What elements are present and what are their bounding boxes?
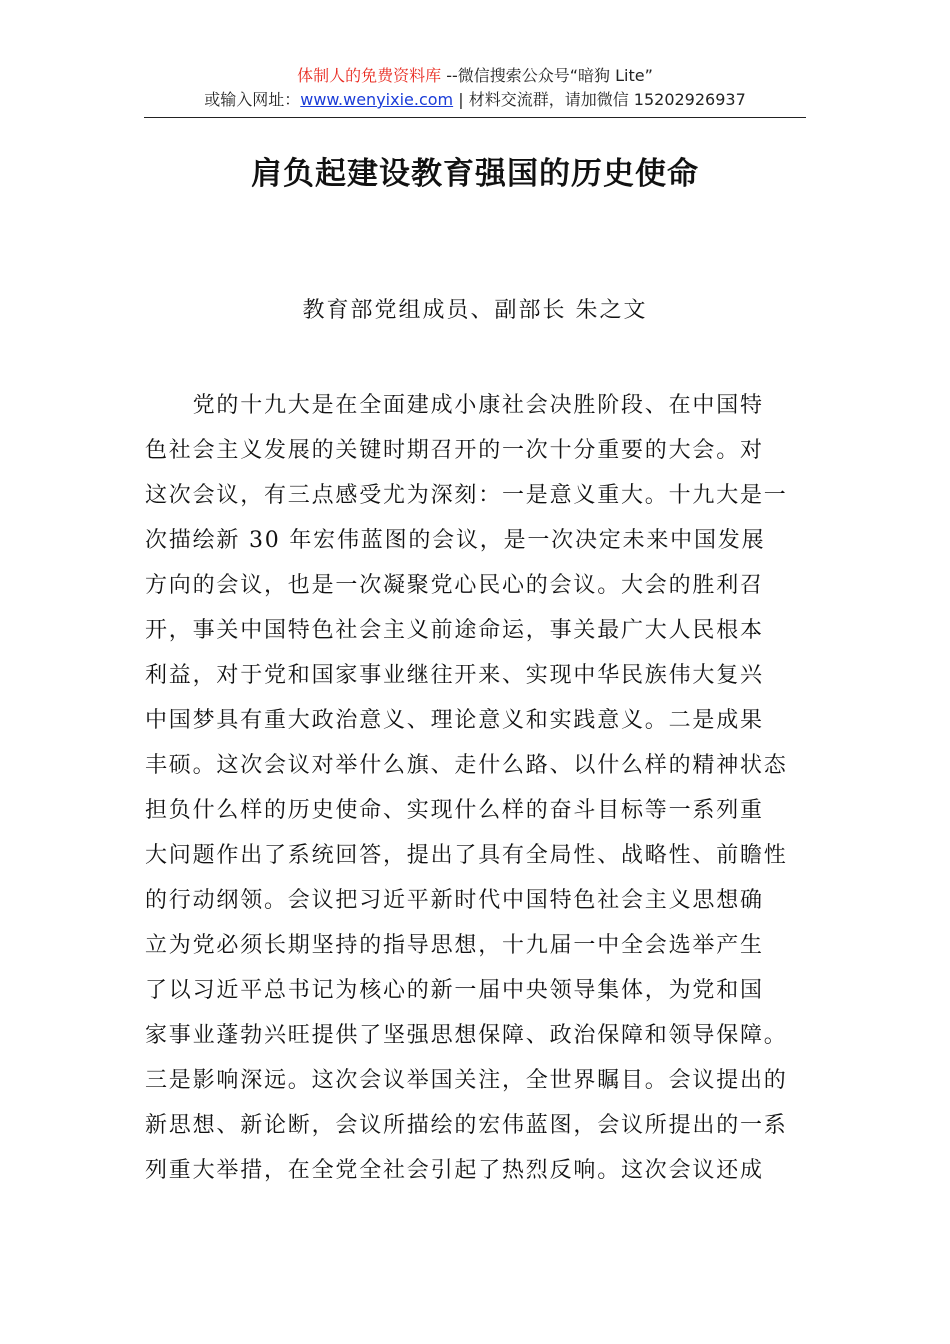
document-body xyxy=(145,383,810,1193)
author-byline: 教育部党组成员、副部长 朱之文 xyxy=(302,298,648,323)
body-line: 党的十九大是在全面建成小康社会决胜阶段、在中国特 xyxy=(145,393,764,418)
document-title: 肩负起建设教育强国的历史使命 xyxy=(251,156,699,192)
body-line: 家事业蓬勃兴旺提供了坚强思想保障、政治保障和领导保障。 xyxy=(145,1023,788,1048)
body-line: 这次会议，有三点感受尤为深刻：一是意义重大。十九大是一 xyxy=(145,483,788,508)
body-line: 利益，对于党和国家事业继往开来、实现中华民族伟大复兴 xyxy=(145,663,764,688)
website-link[interactable]: www.wenyixie.com xyxy=(300,90,454,109)
body-line: 大问题作出了系统回答，提出了具有全局性、战略性、前瞻性 xyxy=(145,843,788,868)
body-line: 列重大举措，在全党全社会引起了热烈反响。这次会议还成 xyxy=(145,1158,764,1183)
body-line: 中国梦具有重大政治意义、理论意义和实践意义。二是成果 xyxy=(145,708,764,733)
body-line: 色社会主义发展的关键时期召开的一次十分重要的大会。对 xyxy=(145,438,764,463)
body-line: 方向的会议，也是一次凝聚党心民心的会议。大会的胜利召 xyxy=(145,573,764,598)
header-tagline: --微信搜索公众号“暗狗 Lite” xyxy=(441,66,653,85)
url-prefix: 或输入网址： xyxy=(204,90,301,109)
body-line: 了以习近平总书记为核心的新一届中央领导集体，为党和国 xyxy=(145,978,764,1003)
body-line: 新思想、新论断，会议所描绘的宏伟蓝图，会议所提出的一系 xyxy=(145,1113,788,1138)
body-line: 三是影响深远。这次会议举国关注，全世界瞩目。会议提出的 xyxy=(145,1068,788,1093)
page-header xyxy=(0,64,950,112)
brand-name: 体制人的免费资料库 xyxy=(297,66,442,85)
body-line: 开，事关中国特色社会主义前途命运，事关最广大人民根本 xyxy=(145,618,764,643)
body-line: 的行动纲领。会议把习近平新时代中国特色社会主义思想确 xyxy=(145,888,764,913)
body-line: 丰硕。这次会议对举什么旗、走什么路、以什么样的精神状态 xyxy=(145,753,788,778)
contact-info: | 材料交流群，请加微信 15202926937 xyxy=(453,90,746,109)
header-line-1 xyxy=(0,64,950,88)
body-line: 次描绘新 30 年宏伟蓝图的会议，是一次决定未来中国发展 xyxy=(145,528,766,553)
header-line-2 xyxy=(0,88,950,112)
header-divider xyxy=(144,117,806,118)
body-line: 担负什么样的历史使命、实现什么样的奋斗目标等一系列重 xyxy=(145,798,764,823)
body-line: 立为党必须长期坚持的指导思想，十九届一中全会选举产生 xyxy=(145,933,764,958)
